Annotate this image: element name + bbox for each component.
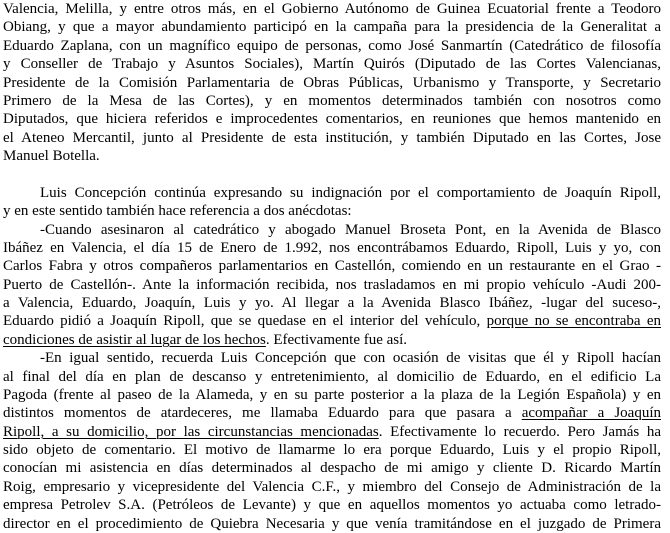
text-line	[3, 441, 661, 459]
text-segment: Puerto de Castellón-. Ante la información recibida, nos trasladamos en mi propio vehículo -Audi 200-	[3, 276, 661, 293]
text-line	[3, 386, 661, 404]
text-segment: empresa Petrolev S.A. (Petróleos de Levante) y que en aquellos momentos yo actuaba como letrado-	[3, 497, 661, 514]
text-line	[3, 55, 661, 73]
text-segment: Diputados, que hiciera referidos e improcedentes comentarios, en reuniones que hemos mantenido en	[3, 111, 661, 128]
text-line	[3, 74, 661, 92]
text-line	[3, 496, 661, 514]
text-line	[3, 331, 661, 349]
text-segment: Carlos Fabra y otros compañeros parlamentarios en Castellón, comiendo en un restaurante en el Grao -	[3, 258, 661, 275]
text-line	[3, 515, 661, 533]
underlined-text: condiciones de asistir al lugar de los hechos	[3, 331, 266, 348]
text-segment: -En igual sentido, recuerda Luis Concepción que con ocasión de visitas que él y Ripoll hacían	[40, 350, 661, 367]
text-segment: Eduardo pidió a Joaquín Ripoll, que se quedase en el interior del vehículo,	[3, 313, 487, 330]
text-line	[3, 184, 661, 202]
text-line	[3, 92, 661, 110]
text-line	[3, 202, 661, 220]
text-segment: Presidente de la Comisión Parlamentaria de Obras Públicas, Urbanismo y Transporte, y Secretario	[3, 74, 661, 91]
text-segment: el Ateneo Mercantil, junto al Presidente de esta institución, y también Diputado en las Cortes, Jose	[3, 129, 661, 146]
text-line	[3, 404, 661, 422]
underlined-text: acompañar a Joaquín	[521, 405, 661, 422]
text-line	[3, 110, 661, 128]
text-segment: director en el procedimiento de Quiebra Necesaria y que venía tramitándose en el juzgado de Primera	[3, 515, 661, 532]
text-segment: distintos momentos de atardeceres, me llamaba Eduardo para que pasara a	[3, 405, 522, 422]
text-line	[3, 423, 661, 441]
underlined-text: porque no se encontraba en	[486, 313, 661, 330]
text-line	[3, 147, 661, 165]
text-line	[3, 459, 661, 477]
underlined-text: Ripoll, a su domicilio, por las circunstancias mencionadas	[3, 423, 379, 440]
text-line	[3, 37, 661, 55]
text-segment: a Valencia, Eduardo, Joaquín, Luis y yo. Al llegar a la Avenida Blasco Ibáñez, -lugar del suceso-,	[3, 295, 661, 311]
text-segment: y en este sentido también hace referencia a dos anécdotas:	[3, 203, 352, 220]
text-line	[3, 221, 661, 239]
text-line	[3, 294, 661, 312]
text-line	[3, 18, 661, 36]
text-line	[3, 239, 661, 257]
text-segment: Manuel Botella.	[3, 148, 100, 164]
text-line	[3, 257, 661, 275]
text-line	[3, 276, 661, 294]
text-segment: Luis Concepción continúa expresando su indignación por el comportamiento de Joaquín Ripoll,	[40, 184, 661, 201]
text-segment: Eduardo Zaplana, con un magnífico equipo de personas, como José Sanmartín (Catedrático de filosofía	[3, 37, 661, 54]
text-segment: Valencia, Melilla, y entre otros más, en el Gobierno Autónomo de Guinea Ecuatorial frente a Teodoro	[3, 1, 661, 17]
text-segment: al final del día en plan de descanso y entretenimiento, al domicilio de Eduardo, en el edificio La	[3, 368, 661, 385]
text-line	[3, 312, 661, 330]
text-segment: sido objeto de comentario. El motivo de llamarme lo era porque Eduardo, Luis y el propio Ripoll,	[3, 442, 661, 458]
text-line	[3, 0, 661, 18]
document-text-block	[3, 0, 661, 533]
text-line	[3, 368, 661, 386]
text-segment: conocían mi asistencia en días determinados al despacho de mi amigo y cliente D. Ricardo Martín	[3, 460, 661, 477]
text-line	[3, 349, 661, 367]
text-segment: . Efectivamente lo recuerdo. Pero Jamás ha	[378, 423, 661, 440]
text-segment: Ibáñez en Valencia, el día 15 de Enero de 1.992, nos encontrábamos Eduardo, Ripoll, Luis y yo, con	[3, 239, 661, 256]
text-segment: -Cuando asesinaron al catedrático y abogado Manuel Broseta Pont, en la Avenida de Blasco	[40, 221, 661, 238]
text-segment: Roig, empresario y vicepresidente del Valencia C.F., y miembro del Consejo de Administración de la	[3, 478, 661, 495]
blank-line	[3, 165, 661, 183]
text-line	[3, 129, 661, 147]
text-segment: Primero de la Mesa de las Cortes), y en momentos determinados también con nosotros como	[3, 92, 661, 109]
text-segment: Obiang, y que a mayor abundamiento participó en la campaña para la presidencia de la Generalitat a	[3, 19, 661, 36]
text-line	[3, 478, 661, 496]
text-segment: . Efectivamente fue así.	[265, 331, 408, 348]
text-segment: y Conseller de Trabajo y Asuntos Sociales), Martín Quirós (Diputado de las Cortes Valencianas,	[3, 56, 661, 73]
text-segment: Pagoda (frente al paseo de la Alameda, y en su parte posterior a la plaza de la Legión Española) y en	[3, 386, 661, 403]
